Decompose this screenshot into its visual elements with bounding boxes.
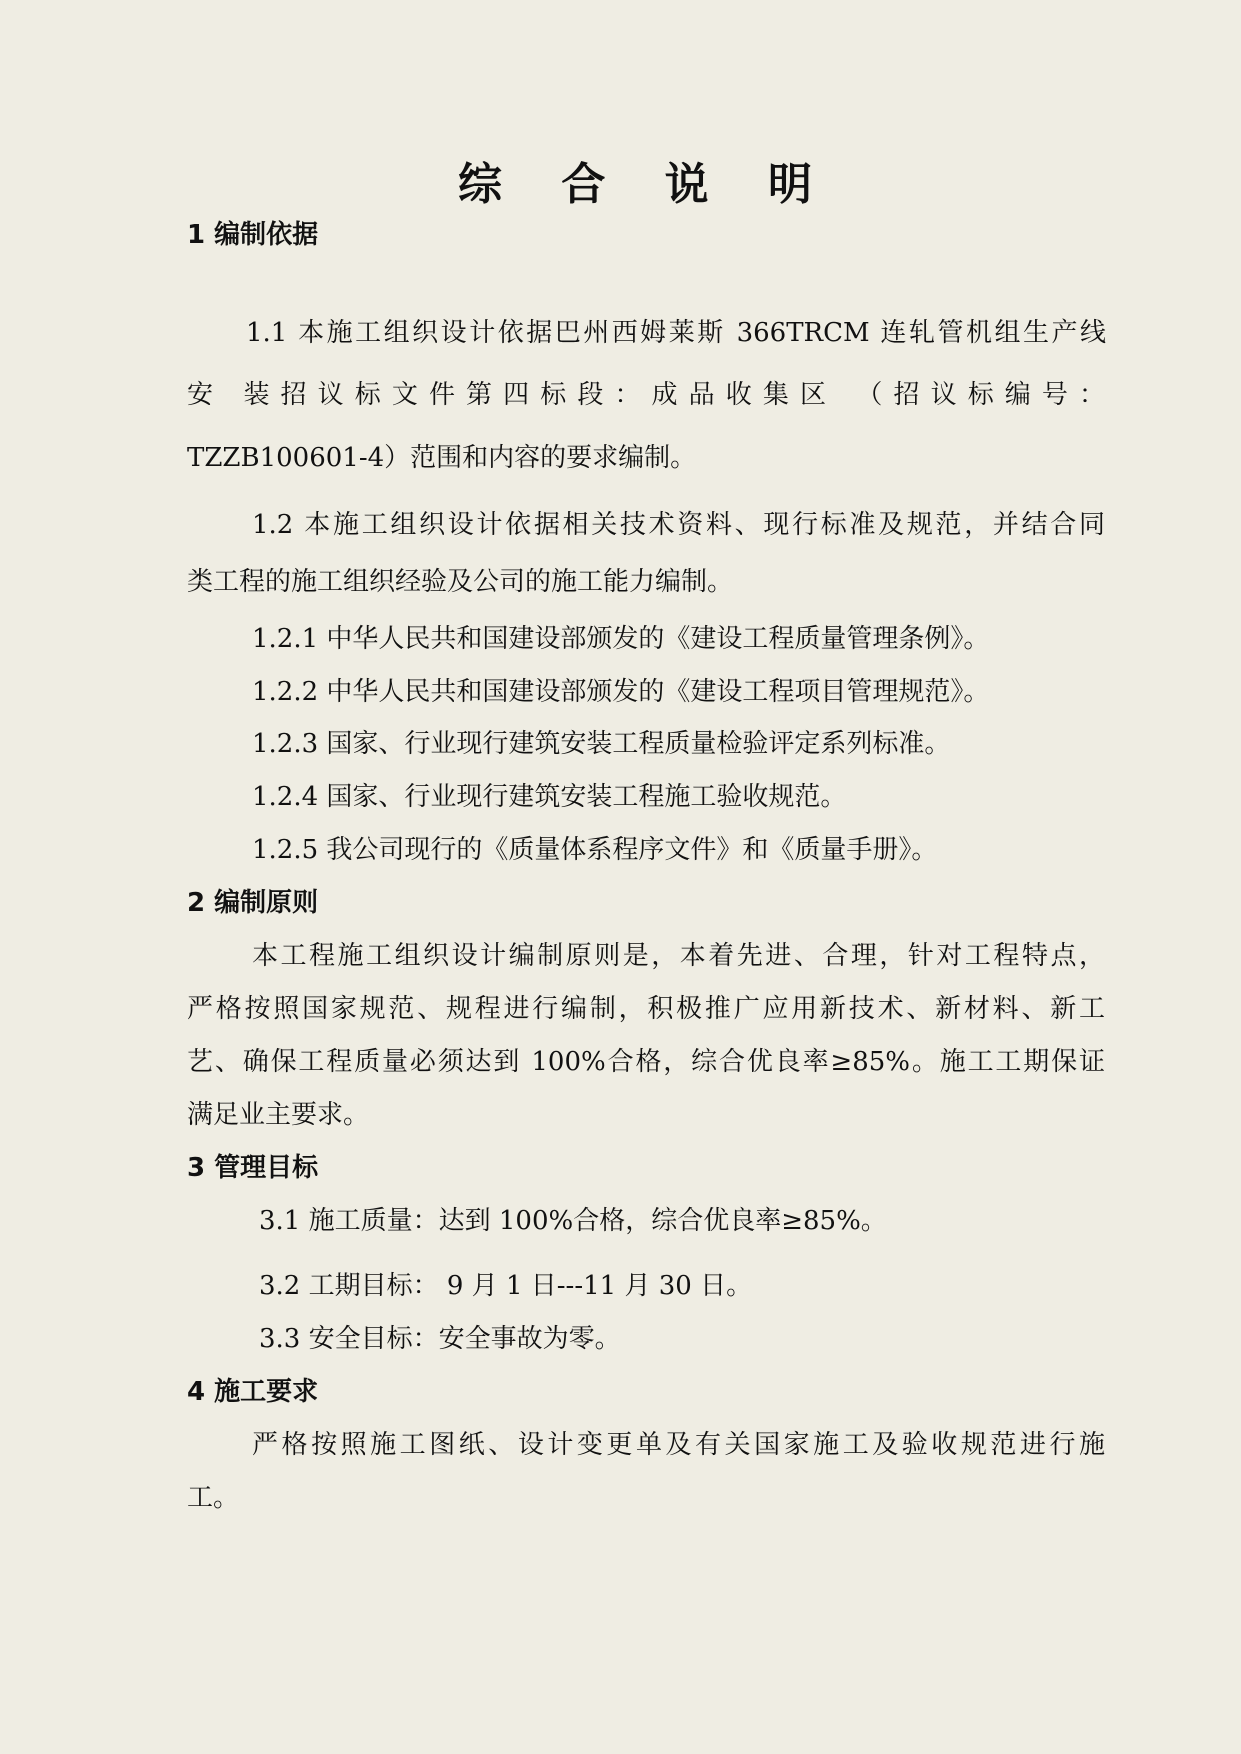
list-item-1-2-3: 1.2.3 国家、行业现行建筑安装工程质量检验评定系列标准。 (252, 729, 951, 759)
page-title: 综 合 说 明 (458, 159, 834, 210)
paragraph-2-line-1: 本工程施工组织设计编制原则是，本着先进、合理，针对工程特点， (252, 941, 1105, 971)
list-item-1-2-4: 1.2.4 国家、行业现行建筑安装工程施工验收规范。 (252, 782, 847, 812)
target-item-3-3: 3.3 安全目标：安全事故为零。 (259, 1324, 621, 1354)
section-heading-4: 4 施工要求 (187, 1377, 319, 1407)
paragraph-2-line-2: 严格按照国家规范、规程进行编制，积极推广应用新技术、新材料、新工 (187, 994, 1105, 1024)
paragraph-1-2-line-2: 类工程的施工组织经验及公司的施工能力编制。 (187, 567, 734, 597)
paragraph-1-2-line-1: 1.2 本施工组织设计依据相关技术资料、现行标准及规范，并结合同 (252, 510, 1105, 540)
paragraph-2-line-4: 满足业主要求。 (187, 1100, 370, 1130)
paragraph-1-1-line-3: TZZB100601-4）范围和内容的要求编制。 (187, 443, 697, 473)
list-item-1-2-5: 1.2.5 我公司现行的《质量体系程序文件》和《质量手册》。 (252, 835, 938, 865)
paragraph-4-line-1: 严格按照施工图纸、设计变更单及有关国家施工及验收规范进行施 (252, 1430, 1105, 1460)
section-heading-2: 2 编制原则 (187, 888, 319, 918)
section-heading-1: 1 编制依据 (187, 220, 319, 250)
list-item-1-2-1: 1.2.1 中华人民共和国建设部颁发的《建设工程质量管理条例》。 (252, 624, 990, 654)
paragraph-2-line-3: 艺、确保工程质量必须达到 100%合格，综合优良率≥85%。施工工期保证 (187, 1047, 1105, 1077)
section-heading-3: 3 管理目标 (187, 1153, 319, 1183)
paragraph-4-line-2: 工。 (187, 1483, 240, 1513)
paragraph-1-1-line-2: 安 装招议标文件第四标段：成品收集区 （招议标编号： (187, 380, 1105, 410)
target-item-3-2: 3.2 工期目标： 9 月 1 日---11 月 30 日。 (259, 1271, 753, 1301)
target-item-3-1: 3.1 施工质量：达到 100%合格，综合优良率≥85%。 (259, 1206, 887, 1236)
list-item-1-2-2: 1.2.2 中华人民共和国建设部颁发的《建设工程项目管理规范》。 (252, 677, 990, 707)
paragraph-1-1-line-1: 1.1 本施工组织设计依据巴州西姆莱斯 366TRCM 连轧管机组生产线 (246, 318, 1106, 348)
